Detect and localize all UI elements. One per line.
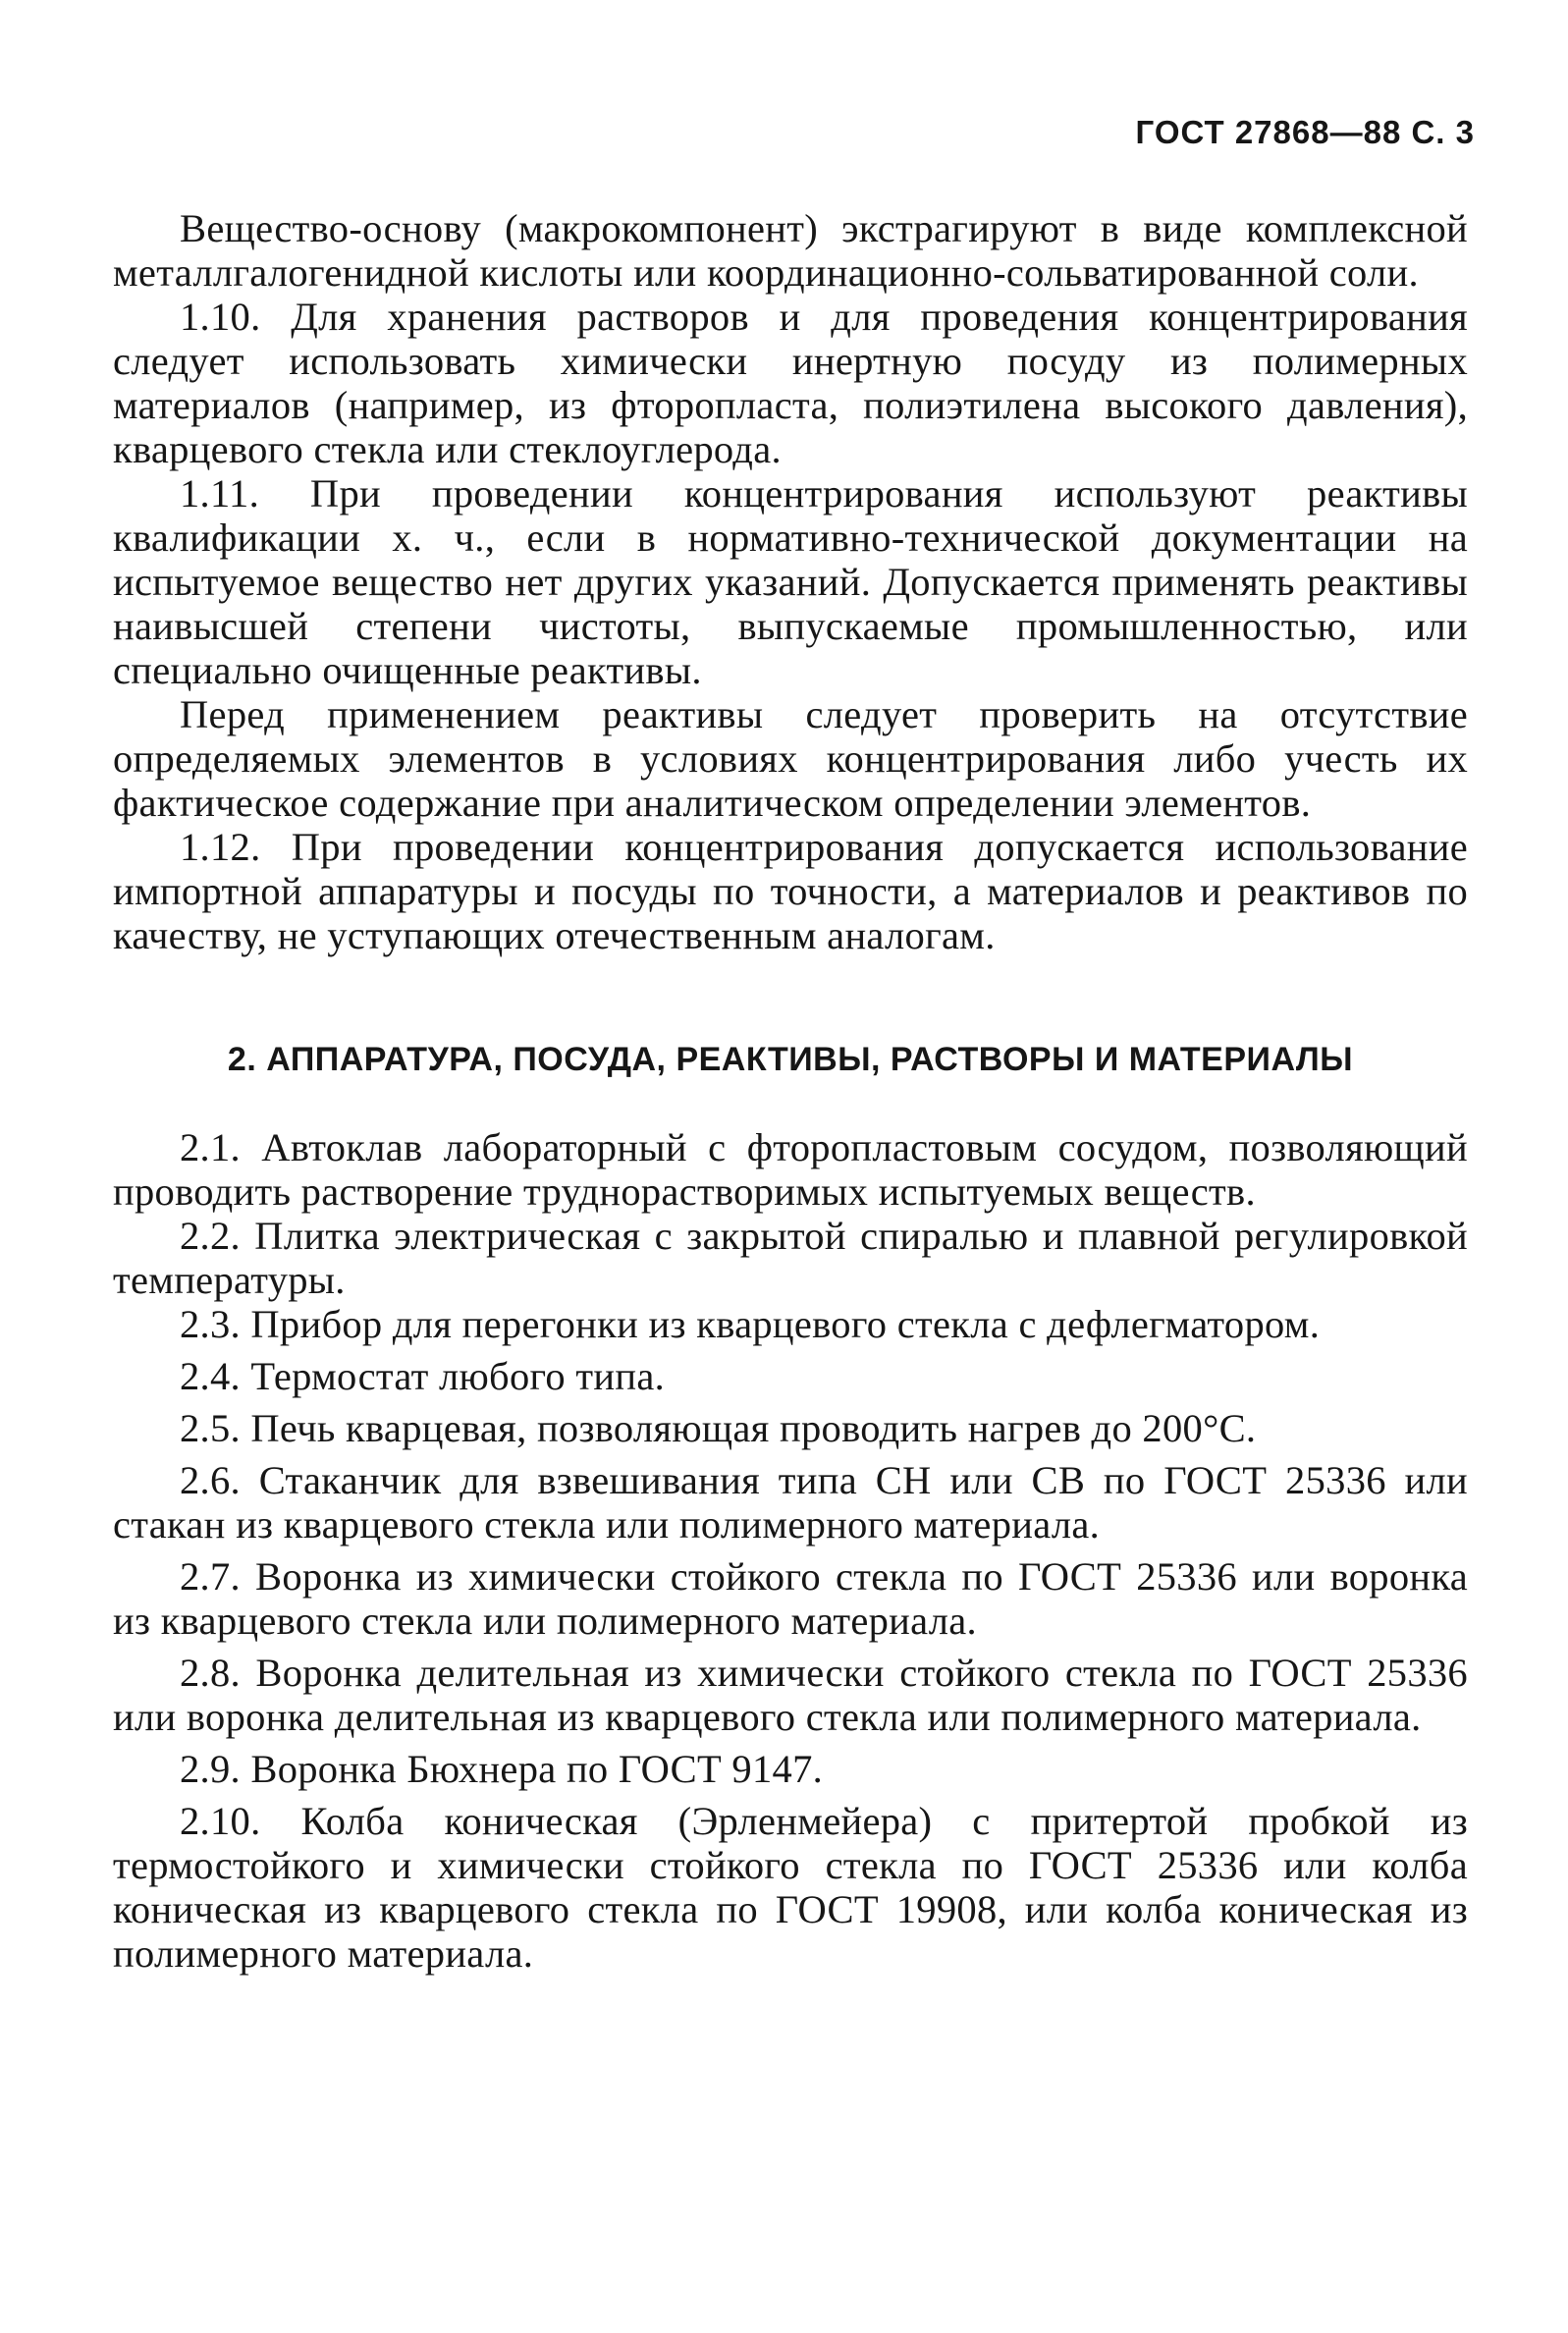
running-header: ГОСТ 27868—88 С. 3 (1135, 114, 1475, 150)
paragraph-2-3: 2.3. Прибор для перегонки из кварцевого стекла с дефлегматором. (180, 1302, 1321, 1346)
paragraph-1-11: 1.11. При проведении концентрирования используют реактивы квалификации х. ч., если в нормативно-технической документации на испытуемое вещество нет других указаний. Допускается применять реактивы наивысшей степени чистоты, выпускаемые промышленностью, или специально очищенные реактивы. (113, 471, 1468, 692)
paragraph-1-9-continued: Вещество-основу (макрокомпонент) экстрагируют в виде комплексной металлгалогенидной кислоты или координационно-сольватированной соли. (113, 206, 1468, 295)
paragraph-2-5: 2.5. Печь кварцевая, позволяющая проводить нагрев до 200°С. (180, 1406, 1257, 1450)
paragraph-2-8: 2.8. Воронка делительная из химически стойкого стекла по ГОСТ 25336 или воронка делительная из кварцевого стекла или полимерного материала. (113, 1651, 1468, 1739)
paragraph-1-10: 1.10. Для хранения растворов и для проведения концентрирования следует использовать химически инертную посуду из полимерных материалов (например, из фторопласта, полиэтилена высокого давления), кварцевого стекла или стеклоуглерода. (113, 295, 1468, 471)
paragraph-2-1: 2.1. Автоклав лабораторный с фторопластовым сосудом, позволяющий проводить растворение труднорастворимых испытуемых веществ. (113, 1125, 1468, 1214)
document-body (113, 206, 1468, 1976)
paragraph-2-6: 2.6. Стаканчик для взвешивания типа СН или СВ по ГОСТ 25336 или стакан из кварцевого стекла или полимерного материала. (113, 1458, 1468, 1546)
paragraph-2-4: 2.4. Термостат любого типа. (180, 1354, 666, 1398)
paragraph-2-7: 2.7. Воронка из химически стойкого стекла по ГОСТ 25336 или воронка из кварцевого стекла или полимерного материала. (113, 1554, 1468, 1643)
section-heading-2: 2. АППАРАТУРА, ПОСУДА, РЕАКТИВЫ, РАСТВОРЫ И МАТЕРИАЛЫ (227, 1041, 1354, 1078)
paragraph-1-12: 1.12. При проведении концентрирования допускается использование импортной аппаратуры и посуды по точности, а материалов и реактивов по качеству, не уступающих отечественным аналогам. (113, 825, 1468, 957)
paragraph-2-2: 2.2. Плитка электрическая с закрытой спиралью и плавной регулировкой температуры. (113, 1214, 1468, 1302)
paragraph-2-9: 2.9. Воронка Бюхнера по ГОСТ 9147. (180, 1747, 824, 1791)
paragraph-1-11-reagent-check: Перед применением реактивы следует проверить на отсутствие определяемых элементов в условиях концентрирования либо учесть их фактическое содержание при аналитическом определении элементов. (113, 692, 1468, 825)
paragraph-2-10: 2.10. Колба коническая (Эрленмейера) с притертой пробкой из термостойкого и химически стойкого стекла по ГОСТ 25336 или колба коническая из кварцевого стекла по ГОСТ 19908, или колба коническая из полимерного материала. (113, 1799, 1468, 1976)
